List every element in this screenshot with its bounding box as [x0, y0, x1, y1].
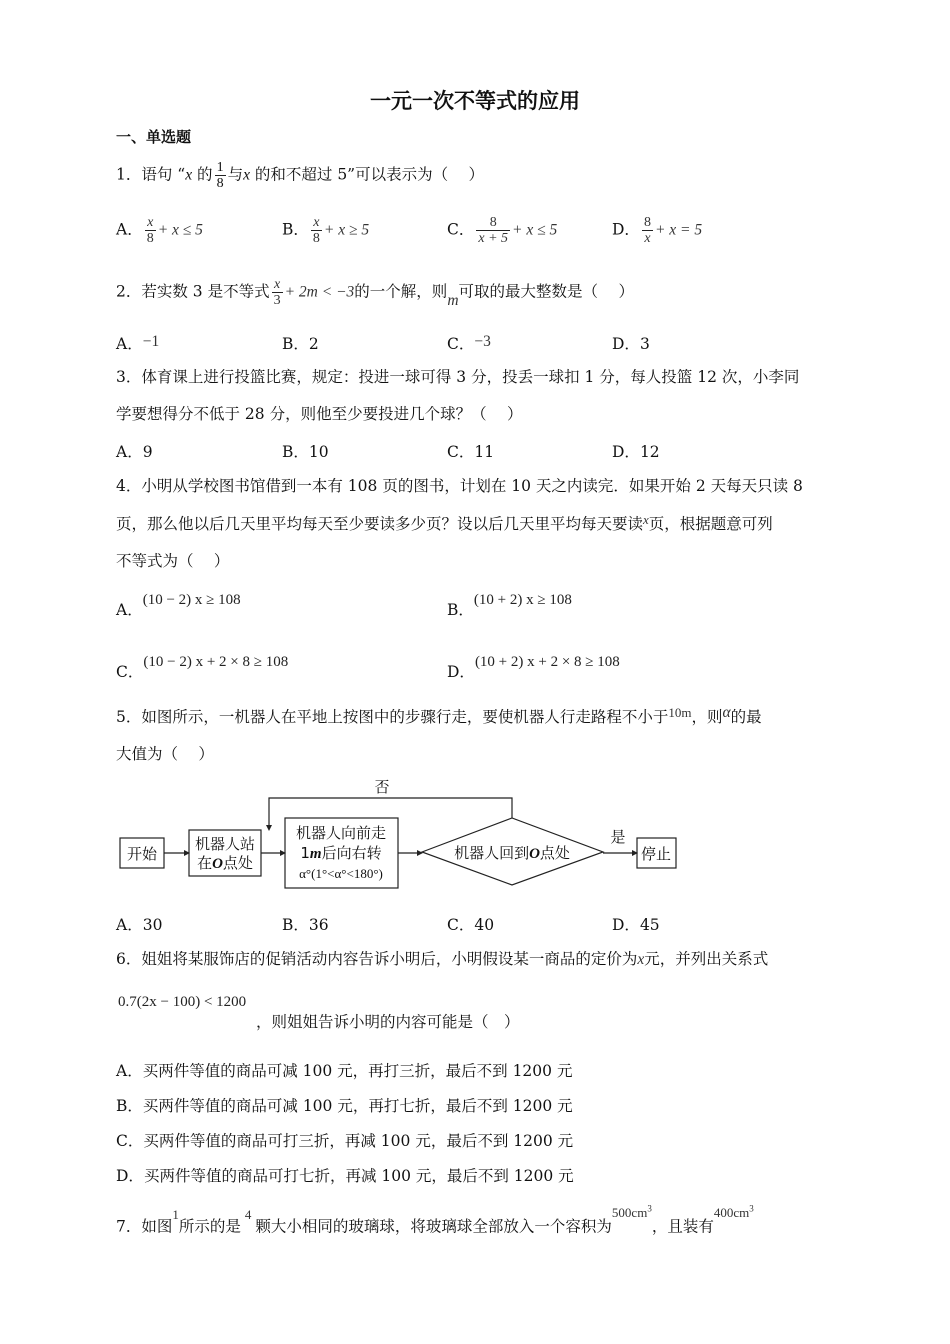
question-4-stem-line2: 页，那么他以后几天里平均每天至少要读多少页？设以后几天里平均每天要读$^x$页，根据题意可列 [116, 512, 773, 533]
question-3-stem-line2: 学要想得分不低于 28 分，则他至少要投进几个球？（ ） [116, 405, 523, 423]
option-a[interactable]: A．9 [116, 443, 153, 461]
question-6-stem: 6．姐姐将某服饰店的促销活动内容告诉小明后，小明假设某一商品的定价为x元，并列出关系式 [116, 950, 769, 968]
option-c[interactable]: C．11 [447, 443, 495, 461]
svg-text:机器人向前走: 机器人向前走 [295, 824, 387, 842]
question-3-stem: 3．体育课上进行投篮比赛，规定：投进一球可得 3 分，投丢一球扣 1 分，每人投篮 12 次，小李同 [116, 368, 800, 386]
start-label: 开始 [126, 845, 158, 863]
question-2-stem: 2．若实数 3 是不等式 $\frac{x}{3}$ + 2m < −3的一个解，则m可取的最大整数是（ ） [116, 277, 634, 309]
option-a[interactable]: A．−1 [116, 333, 160, 353]
option-d[interactable]: D．买两件等值的商品可打七折，再减 100 元，最后不到 1200 元 [116, 1167, 574, 1185]
section-heading: 一、单选题 [116, 128, 192, 146]
question-number: 1． [116, 165, 142, 184]
question-7-stem: 7．如图$^1$所示的是$^4$颗大小相同的玻璃球，将玻璃球全部放入一个容积为$^{500cm^3}$，且装有$^{400cm^3}$ [116, 1204, 754, 1236]
option-d[interactable]: D．12 [612, 443, 660, 461]
option-a[interactable]: A．(10 − 2) x ≥ 108 [116, 592, 241, 619]
option-b[interactable]: B． $\frac{x}{8}$ + x ≥ 5 [282, 215, 370, 246]
relation-formula: 0.7(2x − 100) < 1200 [118, 994, 247, 1010]
stop-label: 停止 [640, 845, 672, 863]
option-a[interactable]: A． $\frac{x}{8}$ + x ≤ 5 [116, 215, 203, 246]
svg-text:机器人站: 机器人站 [194, 835, 256, 853]
question-5-stem: 5．如图所示，一机器人在平地上按图中的步骤行走，要使机器人行走路程不小于$^{10m}$，则α的最 [116, 704, 762, 726]
svg-text:在O点处: 在O点处 [197, 854, 253, 872]
option-a[interactable]: A．买两件等值的商品可减 100 元，再打三折，最后不到 1200 元 [116, 1062, 573, 1080]
question-6-stem-line2: ，则姐姐告诉小明的内容可能是（ ） [256, 1013, 520, 1031]
svg-text:机器人回到O点处: 机器人回到O点处 [454, 844, 570, 862]
question-1-stem: 1．语句 “x 的 $\frac{1}{8}$ 与x 的和不超过 5”可以表示为（ ） [116, 160, 485, 191]
question-4-stem: 4．小明从学校图书馆借到一本有 108 页的图书，计划在 10 天之内读完．如果开始 2 天每天只读 8 [116, 477, 803, 495]
option-b[interactable]: B．36 [282, 916, 329, 934]
question-5-stem-line2: 大值为（ ） [116, 745, 214, 763]
option-c[interactable]: C． $\frac{8}{x + 5}$ + x ≤ 5 [447, 215, 558, 246]
option-b[interactable]: B．(10 + 2) x ≥ 108 [447, 592, 572, 619]
option-c[interactable]: C．(10 − 2) x + 2 × 8 ≥ 108 [116, 654, 289, 681]
question-4-stem-line3: 不等式为（ ） [116, 552, 230, 570]
svg-text:1m后向右转: 1m后向右转 [300, 844, 382, 862]
option-c[interactable]: C．40 [447, 916, 495, 934]
page-title: 一元一次不等式的应用 [370, 88, 580, 113]
option-b[interactable]: B．10 [282, 443, 329, 461]
option-d[interactable]: D．3 [612, 335, 650, 353]
option-b[interactable]: B．买两件等值的商品可减 100 元，再打七折，最后不到 1200 元 [116, 1097, 573, 1115]
svg-text:α°(1°<α°<180°): α°(1°<α°<180°) [299, 866, 383, 881]
no-label: 否 [374, 778, 390, 796]
option-d[interactable]: D．(10 + 2) x + 2 × 8 ≥ 108 [447, 654, 620, 681]
fraction: $\frac{1}{8}$ [216, 160, 224, 191]
option-a[interactable]: A．30 [116, 916, 163, 934]
robot-flowchart [116, 772, 686, 892]
option-c[interactable]: C．−3 [447, 333, 491, 353]
option-d[interactable]: D．45 [612, 916, 660, 934]
option-b[interactable]: B．2 [282, 335, 319, 353]
option-d[interactable]: D． $\frac{8}{x}$ + x = 5 [612, 215, 703, 246]
yes-label: 是 [610, 828, 626, 846]
option-c[interactable]: C．买两件等值的商品可打三折，再减 100 元，最后不到 1200 元 [116, 1132, 574, 1150]
